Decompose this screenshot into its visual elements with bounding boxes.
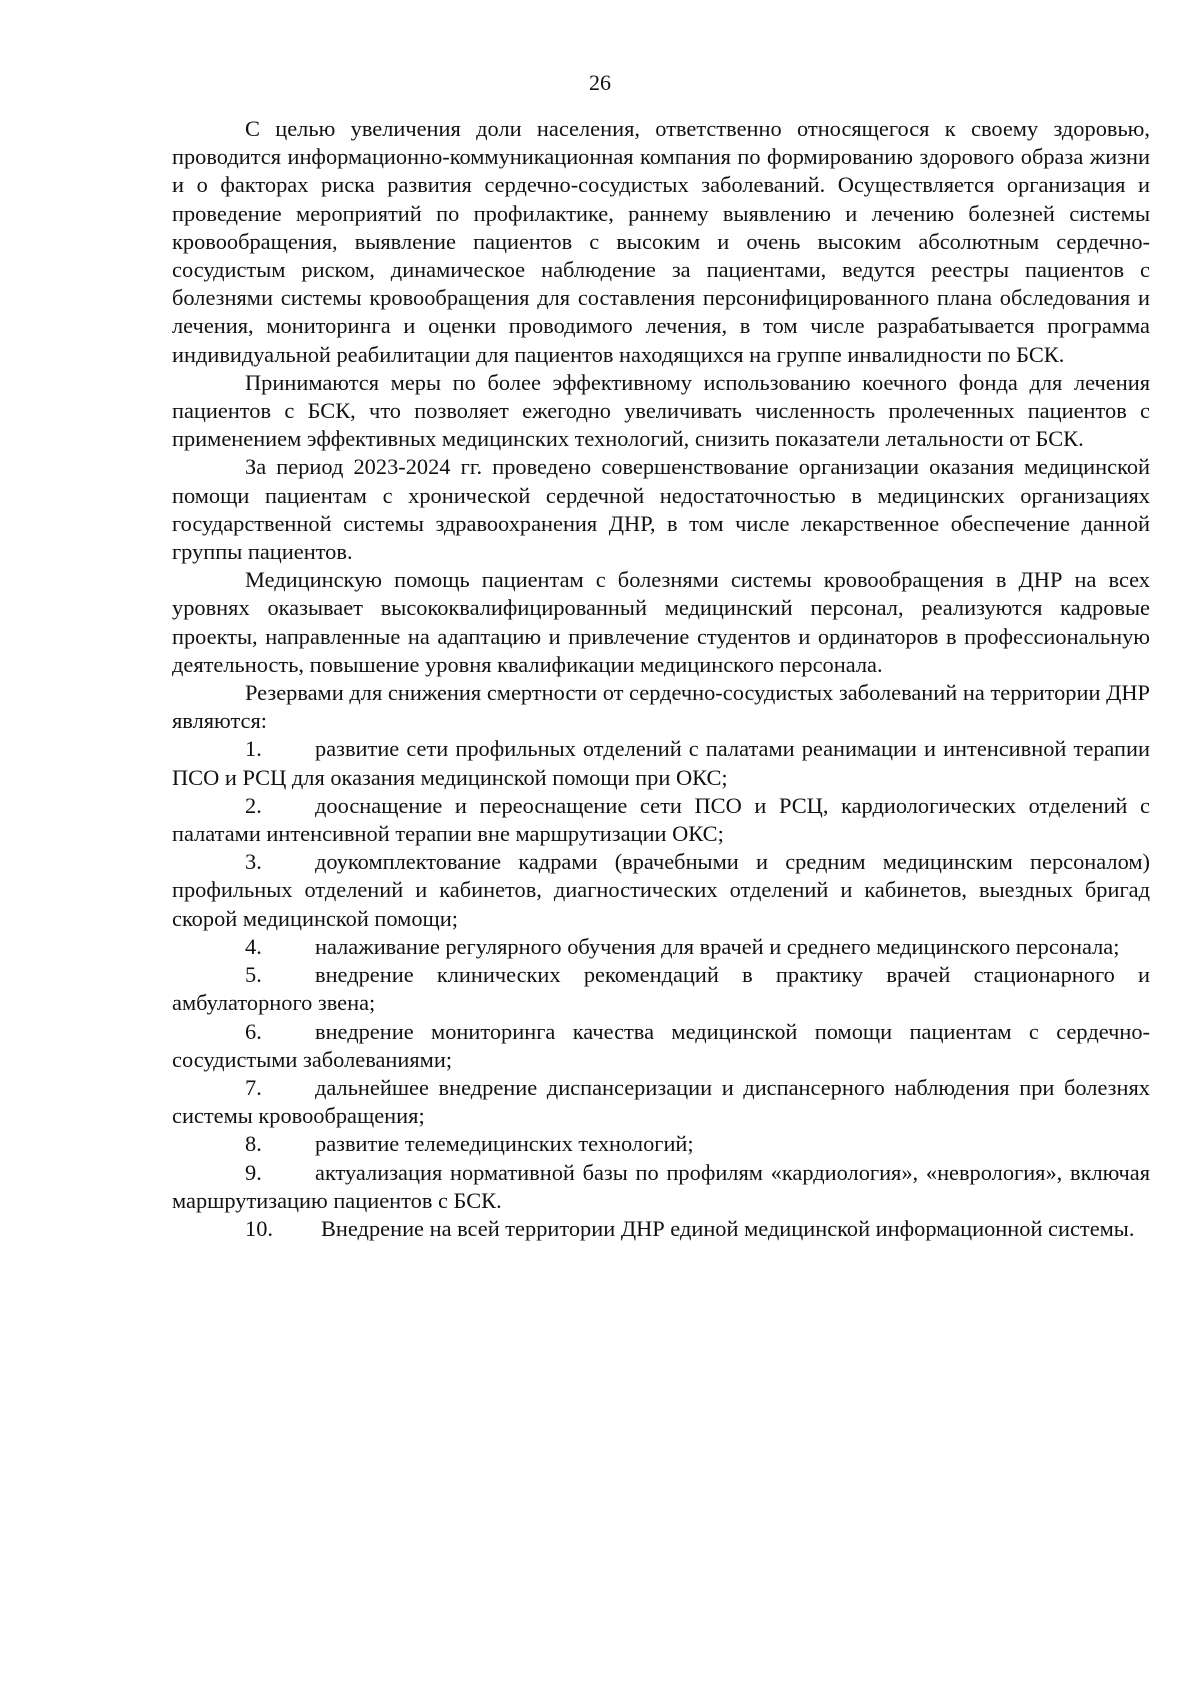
paragraph-prevention: С целью увеличения доли населения, ответственно относящегося к своему здоровью, проводится информационно-коммуникационная компания по формированию здорового образа жизни и о факторах риска развития сердечно-сосудистых заболеваний. Осуществляется организация и проведение мероприятий по профилактике, раннему выявлению и лечению болезней системы кровообращения, выявление пациентов с высоким и очень высоким абсолютным сердечно-сосудистым риском, динамическое наблюдение за пациентами, ведутся реестры пациентов с болезнями системы кровообращения для составления персонифицированного плана обследования и лечения, мониторинга и оценки проводимого лечения, в том числе разрабатывается программа индивидуальной реабилитации для пациентов находящихся на группе инвалидности по БСК. xyxy=(172,116,1150,367)
list-item xyxy=(172,848,1150,933)
list-item-text: внедрение клинических рекомендаций в практику врачей стационарного и амбулаторного звена; xyxy=(172,962,1150,1016)
list-item-text: Внедрение на всей территории ДНР единой медицинской информационной системы. xyxy=(321,1215,1135,1241)
list-item-number: 3. xyxy=(245,849,262,875)
list-item-number: 10. xyxy=(245,1215,273,1241)
list-item-text: налаживание регулярного обучения для врачей и среднего медицинского персонала; xyxy=(315,933,1120,959)
page-number: 26 xyxy=(589,70,611,95)
list-item-number: 6. xyxy=(245,1018,262,1044)
list-item xyxy=(172,1159,1150,1215)
list-item-text: доукомплектование кадрами (врачебными и средним медицинским персоналом) профильных отделений и кабинетов, диагностических отделений и кабинетов, выездных бригад скорой медицинской помощи; xyxy=(172,849,1150,931)
list-item-text: развитие телемедицинских технологий; xyxy=(315,1131,694,1157)
list-item-number: 8. xyxy=(245,1131,262,1157)
list-item-text: внедрение мониторинга качества медицинской помощи пациентам с сердечно-сосудистыми заболеваниями; xyxy=(172,1018,1150,1072)
list-item-number: 1. xyxy=(245,736,262,762)
list-item-number: 7. xyxy=(245,1074,262,1100)
list-item xyxy=(172,792,1150,848)
list-item-number: 9. xyxy=(245,1159,262,1185)
list-item-text: дооснащение и переоснащение сети ПСО и РСЦ, кардиологических отделений с палатами интенсивной терапии вне маршрутизации ОКС; xyxy=(172,792,1150,847)
paragraph-bed-fund: Принимаются меры по более эффективному использованию коечного фонда для лечения пациентов с БСК, что позволяет ежегодно увеличивать численность пролеченных пациентов с применением эффективных медицинских технологий, снизить показатели летальности от БСК. xyxy=(172,369,1150,452)
list-item-number: 2. xyxy=(245,792,262,818)
list-item xyxy=(172,961,1150,1017)
paragraph-personnel: Медицинскую помощь пациентам с болезнями системы кровообращения в ДНР на всех уровнях оказывает высококвалифицированный медицинский персонал, реализуются кадровые проекты, направленные на адаптацию и привлечение студентов и ординаторов в профессиональную деятельность, повышение уровня квалификации медицинского персонала. xyxy=(172,567,1150,677)
list-item-text: дальнейшее внедрение диспансеризации и диспансерного наблюдения при болезнях системы кровообращения; xyxy=(172,1074,1150,1129)
list-item-text: актуализация нормативной базы по профилям «кардиология», «неврология», включая маршрутизацию пациентов с БСК. xyxy=(172,1159,1150,1213)
list-item xyxy=(172,735,1150,791)
list-item xyxy=(172,1018,1150,1074)
list-item-text: развитие сети профильных отделений с палатами реанимации и интенсивной терапии ПСО и РСЦ для оказания медицинской помощи при ОКС; xyxy=(172,736,1150,790)
list-item xyxy=(172,1130,1150,1158)
list-item xyxy=(172,933,1150,961)
document-body xyxy=(172,115,1150,1243)
list-item-number: 5. xyxy=(245,962,262,988)
list-item-number: 4. xyxy=(245,933,262,959)
paragraph-heart-failure: За период 2023-2024 гг. проведено совершенствование организации оказания медицинской помощи пациентам с хронической сердечной недостаточностью в медицинских организациях государственной системы здравоохранения ДНР, в том числе лекарственное обеспечение данной группы пациентов. xyxy=(172,454,1150,565)
list-item xyxy=(172,1074,1150,1130)
list-item xyxy=(172,1215,1150,1243)
paragraph-reserves-intro: Резервами для снижения смертности от сердечно-сосудистых заболеваний на территории ДНР являются: xyxy=(172,680,1150,734)
